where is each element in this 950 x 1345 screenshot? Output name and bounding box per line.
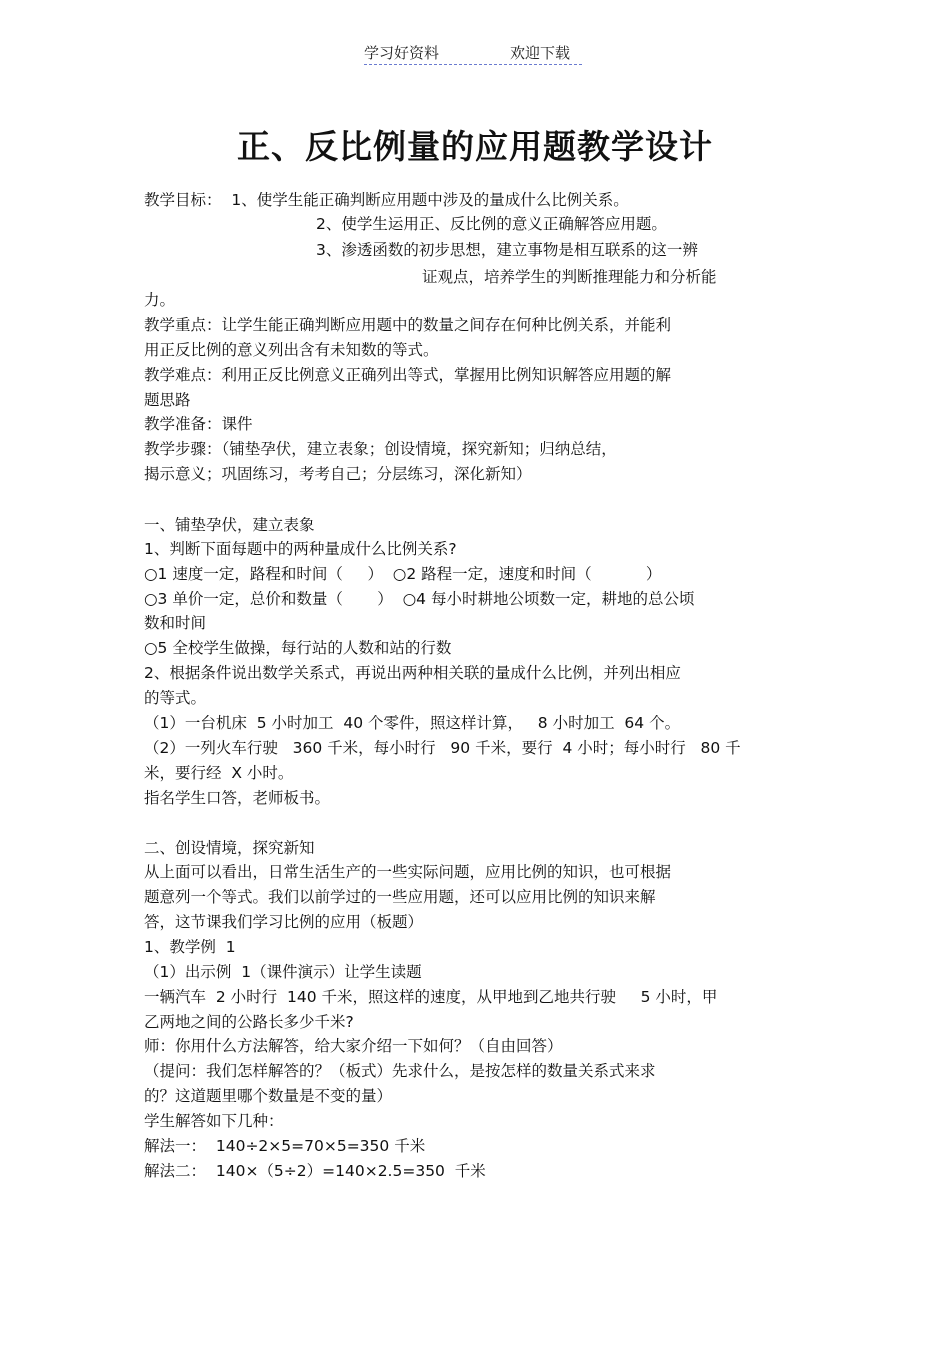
- header-right-text: 欢迎下载: [510, 44, 571, 62]
- solution-1: 解法一： 140÷2×5=70×5=350 千米: [144, 1137, 426, 1155]
- task-2-item-1: （1）一台机床 5 小时加工 40 个零件，照这样计算， 8 小时加工 64 个。: [144, 714, 681, 732]
- objective-line-2: 2、使学生运用正、反比例的意义正确解答应用题。: [316, 215, 667, 233]
- section-heading-1: 一、铺垫孕伏，建立表象: [144, 516, 315, 534]
- example-heading: 1、教学例 1: [144, 938, 236, 956]
- question-items-3-4: ○3 单价一定，总价和数量（ ） ○4 每小时耕地公顷数一定，耕地的总公顷: [144, 590, 695, 608]
- teacher-note: 指名学生口答，老师板书。: [144, 789, 331, 807]
- prompt-line-1: （提问：我们怎样解答的？（板式）先求什么，是按怎样的数量关系式来求: [144, 1062, 656, 1080]
- question-line: 1、判断下面每题中的两种量成什么比例关系?: [144, 540, 457, 558]
- document-title: 正、反比例量的应用题教学设计: [237, 127, 713, 166]
- question-items-1-2: ○1 速度一定，路程和时间（ ） ○2 路程一定，速度和时间（ ）: [144, 565, 662, 583]
- page-header: [364, 42, 582, 65]
- student-answers-intro: 学生解答如下几种：: [144, 1112, 284, 1130]
- objective-line-1: 教学目标： 1、使学生能正确判断应用题中涉及的量成什么比例关系。: [144, 191, 629, 209]
- solution-2: 解法二： 140×（5÷2）=140×2.5=350 千米: [144, 1162, 486, 1180]
- example-step-1: （1）出示例 1（课件演示）让学生读题: [144, 963, 422, 981]
- key-point-line-1: 教学重点：让学生能正确判断应用题中的数量之间存在何种比例关系，并能利: [144, 316, 672, 334]
- intro-line-2: 题意列一个等式。我们以前学过的一些应用题，还可以应用比例的知识来解: [144, 888, 656, 906]
- task-2-line-1: 2、根据条件说出数学关系式，再说出两种相关联的量成什么比例，并列出相应: [144, 664, 681, 682]
- teacher-question: 师：你用什么方法解答，给大家介绍一下如何？（自由回答）: [144, 1037, 563, 1055]
- question-item-4-cont: 数和时间: [144, 614, 207, 632]
- steps-line-2: 揭示意义；巩固练习，考考自己；分层练习，深化新知）: [144, 465, 532, 483]
- task-2-item-2-cont: 米，要行经 X 小时。: [144, 764, 294, 782]
- intro-line-3: 答，这节课我们学习比例的应用（板题）: [144, 913, 424, 931]
- difficulty-line-2: 题思路: [144, 391, 191, 409]
- steps-line-1: 教学步骤：（铺垫孕伏，建立表象；创设情境，探究新知；归纳总结，: [144, 440, 617, 458]
- example-problem-line-2: 乙两地之间的公路长多少千米?: [144, 1013, 354, 1031]
- prompt-line-2: 的？这道题里哪个数量是不变的量）: [144, 1087, 393, 1105]
- header-left-text: 学习好资料: [364, 44, 440, 62]
- objective-line-3: 3、渗透函数的初步思想，建立事物是相互联系的这一辨: [316, 241, 698, 259]
- objective-line-4: 证观点，培养学生的判断推理能力和分析能: [422, 268, 717, 286]
- example-problem-line-1: 一辆汽车 2 小时行 140 千米，照这样的速度，从甲地到乙地共行驶 5 小时，甲: [144, 988, 718, 1006]
- task-2-item-2: （2）一列火车行驶 360 千米，每小时行 90 千米，要行 4 小时；每小时行 80 千: [144, 739, 741, 757]
- difficulty-line-1: 教学难点：利用正反比例意义正确列出等式，掌握用比例知识解答应用题的解: [144, 366, 672, 384]
- key-point-line-2: 用正反比例的意义列出含有未知数的等式。: [144, 341, 439, 359]
- preparation-line: 教学准备：课件: [144, 415, 253, 433]
- task-2-line-2: 的等式。: [144, 689, 207, 707]
- section-heading-2: 二、创设情境，探究新知: [144, 839, 315, 857]
- intro-line-1: 从上面可以看出，日常生活生产的一些实际问题，应用比例的知识，也可根据: [144, 863, 672, 881]
- question-item-5: ○5 全校学生做操，每行站的人数和站的行数: [144, 639, 452, 657]
- objective-line-5: 力。: [144, 291, 176, 309]
